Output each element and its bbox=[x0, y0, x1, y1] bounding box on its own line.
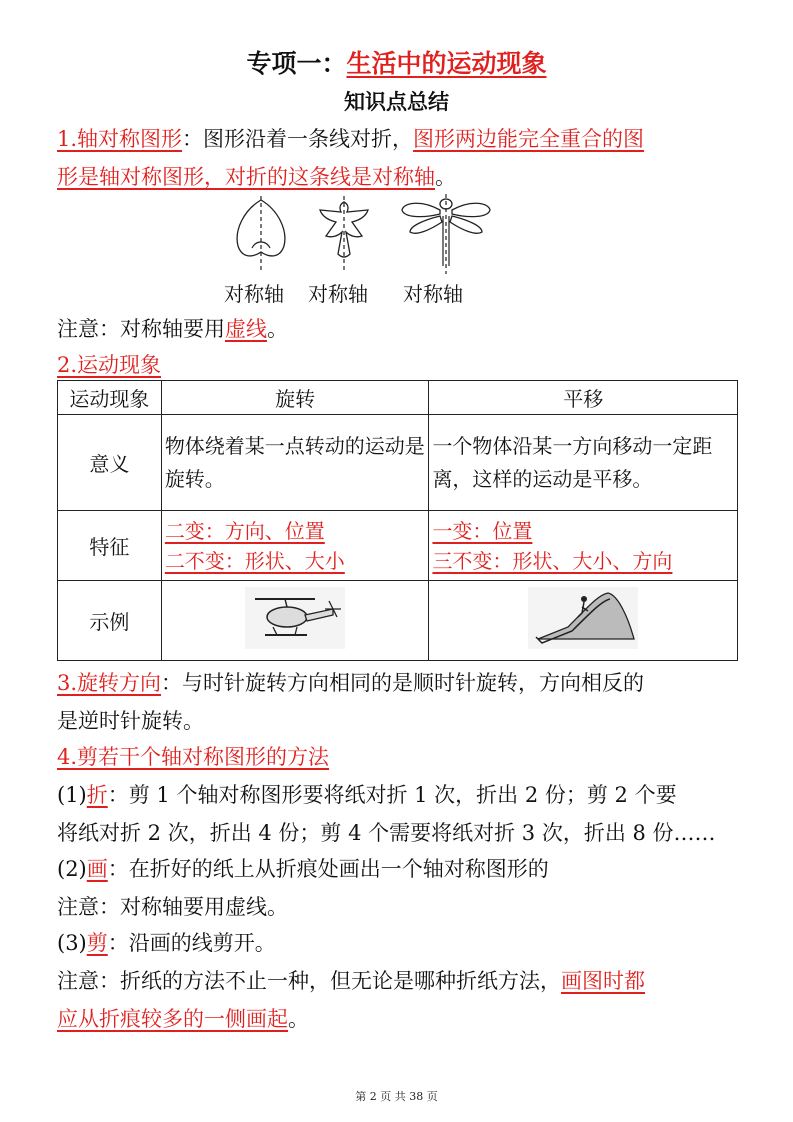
helicopter-icon bbox=[245, 587, 345, 649]
section2-label: 2.运动现象 bbox=[57, 353, 162, 377]
section4-step3 bbox=[57, 924, 741, 962]
motion-table bbox=[57, 380, 738, 661]
section1-note-highlight: 虚线 bbox=[225, 317, 267, 341]
translation-feature bbox=[429, 511, 738, 581]
step2-keyword: 画 bbox=[86, 857, 108, 881]
step1-keyword: 折 bbox=[86, 783, 108, 807]
final-note-end: 。 bbox=[288, 1007, 309, 1031]
translation-feature-line1: 一变：位置 bbox=[432, 518, 533, 543]
translation-example bbox=[429, 581, 738, 661]
final-note-highlight-line2: 应从折痕较多的一侧画起 bbox=[57, 1007, 288, 1031]
rotation-feature bbox=[161, 511, 429, 581]
dragonfly-shape-icon bbox=[398, 194, 494, 274]
section1-note bbox=[57, 310, 741, 348]
section1-highlight-line2: 形是轴对称图形，对折的这条线是对称轴 bbox=[57, 165, 435, 189]
section3-text-line2: 是逆时针旋转。 bbox=[57, 709, 204, 733]
step2-prefix: (2) bbox=[57, 857, 87, 881]
step1-text-line1: ：剪 1 个轴对称图形要将纸对折 1 次，折出 2 份；剪 2 个要 bbox=[107, 783, 677, 807]
section3-paragraph bbox=[57, 664, 741, 740]
section4-label: 4.剪若干个轴对称图形的方法 bbox=[57, 745, 330, 769]
final-note-highlight-line1: 画图时都 bbox=[561, 969, 645, 993]
section4-final-note bbox=[57, 962, 741, 1038]
step2-text: ：在折好的纸上从折痕处画出一个轴对称图形的 bbox=[107, 857, 549, 881]
translation-feature-line2: 三不变：形状、大小、方向 bbox=[432, 548, 673, 573]
page-subtitle: 知识点总结 bbox=[344, 89, 449, 114]
section2-heading bbox=[57, 346, 741, 384]
figure-shape-icon bbox=[306, 196, 382, 270]
figure-label-2: 对称轴 bbox=[308, 282, 368, 306]
row-label: 示例 bbox=[58, 581, 162, 661]
title-prefix: 专项一： bbox=[246, 49, 347, 78]
row-label: 特征 bbox=[58, 511, 162, 581]
table-header-row bbox=[58, 381, 738, 415]
step3-prefix: (3) bbox=[57, 931, 87, 955]
table-header-cell: 平移 bbox=[429, 381, 738, 415]
section1-note-prefix: 注意：对称轴要用 bbox=[57, 317, 225, 341]
row-label: 意义 bbox=[58, 415, 162, 511]
table-row-example bbox=[58, 581, 738, 661]
step3-text: ：沿画的线剪开。 bbox=[107, 931, 276, 955]
section1-paragraph bbox=[57, 120, 741, 196]
step1-text-line2: 将纸对折 2 次，折出 4 份；剪 4 个需要将纸对折 3 次，折出 8 份…… bbox=[57, 821, 716, 845]
section4-step1 bbox=[57, 776, 741, 852]
section1-text: ：图形沿着一条线对折， bbox=[182, 127, 414, 151]
slide-icon bbox=[528, 587, 638, 649]
section3-label: 3.旋转方向 bbox=[57, 671, 162, 695]
figure-label-1: 对称轴 bbox=[224, 282, 284, 306]
page-footer: 第 2 页 共 38 页 bbox=[355, 1090, 438, 1103]
translation-meaning: 一个物体沿某一方向移动一定距离，这样的运动是平移。 bbox=[429, 415, 738, 511]
leaf-shape-icon bbox=[230, 196, 292, 270]
rotation-meaning: 物体绕着某一点转动的运动是旋转。 bbox=[161, 415, 429, 511]
section1-highlight-line1: 图形两边能完全重合的图 bbox=[413, 127, 645, 151]
section1-label: 1.轴对称图形 bbox=[57, 127, 183, 151]
rotation-example bbox=[161, 581, 429, 661]
section4-step2 bbox=[57, 850, 741, 926]
rotation-feature-line1: 二变：方向、位置 bbox=[164, 518, 325, 543]
table-header-cell: 旋转 bbox=[161, 381, 429, 415]
section3-text-line1: ：与时针旋转方向相同的是顺时针旋转，方向相反的 bbox=[161, 671, 645, 695]
rotation-feature-line2: 二不变：形状、大小 bbox=[164, 548, 345, 573]
table-row-feature bbox=[58, 511, 738, 581]
step2-note: 注意：对称轴要用虚线。 bbox=[57, 895, 288, 919]
step1-prefix: (1) bbox=[57, 783, 87, 807]
title-main: 生活中的运动现象 bbox=[346, 49, 547, 78]
figure-label-3: 对称轴 bbox=[403, 282, 463, 306]
section4-heading bbox=[57, 738, 741, 776]
step3-keyword: 剪 bbox=[86, 931, 108, 955]
page-title bbox=[0, 44, 793, 80]
section1-end: 。 bbox=[435, 165, 456, 189]
table-header-cell: 运动现象 bbox=[58, 381, 162, 415]
table-row-meaning bbox=[58, 415, 738, 511]
section1-note-end: 。 bbox=[267, 317, 288, 341]
final-note-text: 注意：折纸的方法不止一种，但无论是哪种折纸方法， bbox=[57, 969, 561, 993]
